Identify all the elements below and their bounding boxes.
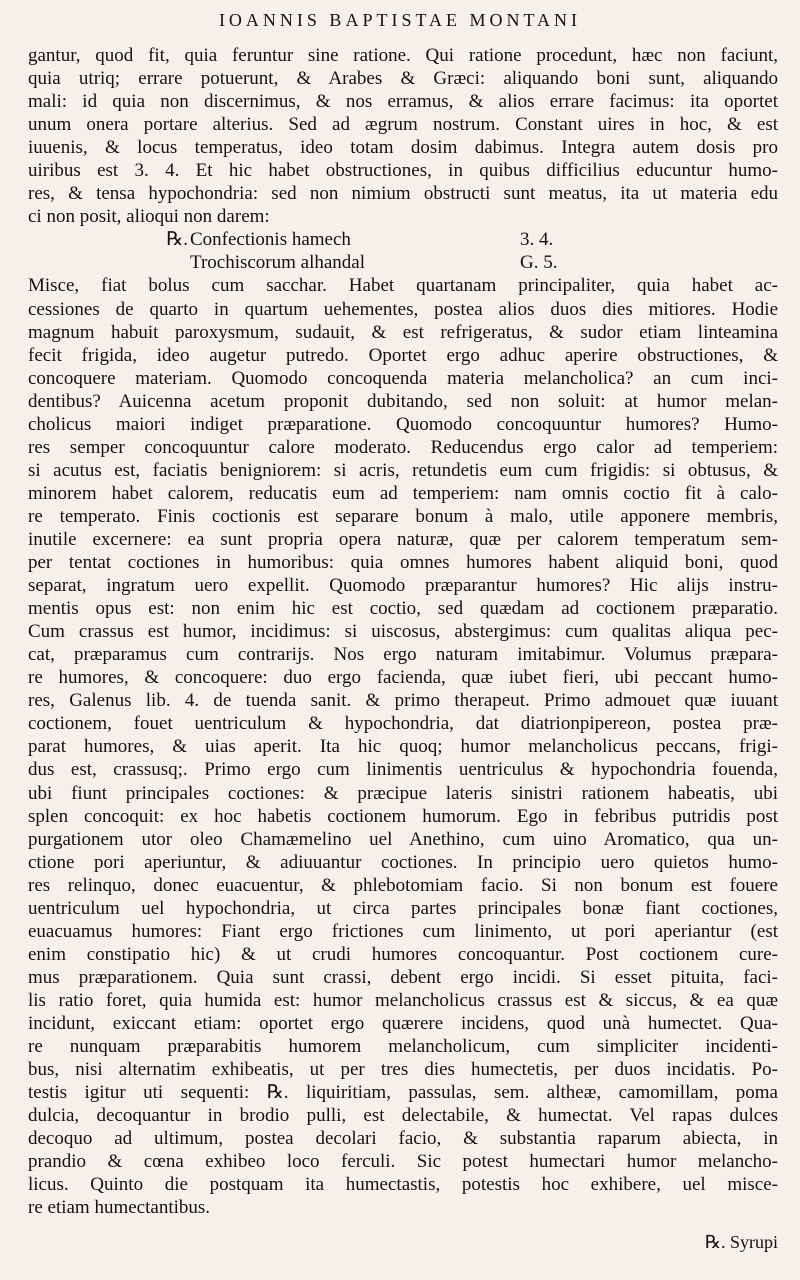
text-line: Cum crassus est humor, incidimus: si uiscosus, abstergimus: cum qualitas aliqua pec- [28,621,778,643]
text-line: mali: id quia non discernimus, & nos erramus, & alios errare facimus: ita oportet [28,91,778,113]
text-line: uentriculum uel hypochondria, ut circa partes principales bonæ fiant coctiones, [28,897,778,919]
text-line: licus. Quinto die postquam ita humectastis, potestis hoc exhibere, uel misce- [28,1174,778,1196]
text-line: res semper concoquuntur calore moderato. Reducendus ergo calor ad temperiem: [28,436,778,458]
recipe-block [28,228,778,274]
text-line: re etiam humectantibus. [28,1197,211,1219]
text-line: ctione pori aperiuntur, & adiuuantur coctiones. In principio uero quietos humo- [28,851,778,873]
text-line: dulcia, decoquantur in brodio pulli, est delectabile, & humectat. Vel rapas dulces [28,1105,778,1127]
recipe-dose: 3. 4. [520,229,554,251]
text-line: mus præparationem. Quia sunt crassi, debent ergo incidi. Si esset pituita, faci- [28,966,778,988]
text-line: ci non posit, alioqui non darem: [28,206,270,228]
text-line: coctionem, fouet uentriculum & hypochondria, dat diatrionpipereon, postea præ- [28,713,778,735]
text-line: concoquere materiam. Quomodo concoquenda materia melancholica? an cum inci- [28,367,778,389]
recipe-ingredient: Confectionis hamech [190,229,351,251]
text-line: cessiones de quarto in quartum uehementes, postea alios duos dies mitiores. Hodie [28,298,778,320]
text-line: cholicus maiori indiget præparatione. Quomodo concoquuntur humores? Humo- [28,413,778,435]
text-line: splen concoquit: ex hoc habetis coctionem humorum. Ego in febribus putridis post [28,805,778,827]
recipe-symbol [28,251,190,274]
paragraph-main [28,274,778,1219]
recipe-dose: G. 5. [520,252,558,274]
text-line: inutile excernere: ea sunt propria opera naturæ, quæ per calorem temperatum sem- [28,528,778,550]
text-line: gantur, quod fit, quia feruntur sine ratione. Qui ratione procedunt, hæc non faciunt, [28,45,778,66]
text-line: dus est, crassusq;. Primo ergo cum linimentis uentriculus & hypochondria fouenda, [28,759,778,781]
text-line: ubi fiunt principales coctiones: & præcipue lateris sinistri rationem habeatis, ubi [28,782,778,804]
recipe-ingredient: Trochiscorum alhandal [190,252,366,274]
text-line: res, Galenus lib. 4. de tuenda sanit. & primo therapeut. Primo admouet quæ iuuant [28,690,778,712]
text-line: bus, nisi alternatim exhibeatis, ut per tres dies humectetis, per duos incidatis. Po- [28,1059,778,1081]
text-line: iuuenis, & locus temperatus, ideo totam dosim dabimus. Integra autem dosis pro [28,137,778,159]
text-line: decoquo ad ultimum, postea decolari facio, & substantia raparum abiecta, in [28,1128,778,1150]
text-line: parat humores, & uias aperit. Ita hic quoq; humor melancholicus peccans, frigi- [28,736,778,758]
text-line: minorem habet calorem, reducatis eum ad temperiem: nam omnis coctio fit à calo- [28,482,778,504]
text-line: cat, præparamus cum contrarijs. Nos ergo naturam imitabimur. Volumus præpara- [28,644,778,666]
body-text [28,44,778,1219]
text-line: quia utriq; errare potuerunt, & Arabes & Græci: aliquando boni sunt, aliquando [28,68,778,90]
text-line: magnum habuit paroxysmum, sudauit, & est refrigeratus, & sudor etiam linteamina [28,321,778,343]
text-line: separat, ingratum uero expellit. Quomodo præparantur humores? Hic alijs instru- [28,575,778,597]
text-line: res relinquo, donec euacuentur, & phlebotomiam facio. Si non bonum est fouere [28,874,778,896]
text-line: Misce, fiat bolus cum sacchar. Habet quartanam principaliter, quia habet ac- [28,275,778,297]
text-line: incidunt, exiccant etiam: oportet ergo quærere incidens, quod unà humectet. Qua- [28,1012,778,1034]
text-line: per tentat coctiones in humoribus: quia omnes humores habent aliquid boni, quod [28,552,778,574]
recipe-symbol: ℞. [166,229,188,251]
recipe-line [28,251,778,274]
running-header: IOANNIS BAPTISTAE MONTANI [218,10,582,30]
catchword: ℞. Syrupi [704,1232,778,1252]
text-line: testis igitur uti sequenti: ℞. liquiritiam, passulas, sem. altheæ, camomillam, poma [28,1082,778,1104]
recipe-line [28,228,778,251]
text-line: enim constipatio hic) & ut crudi humores concoquantur. Post coctionem cure- [28,943,778,965]
text-line: lis ratio foret, quia humida est: humor melancholicus crassus est & siccus, & ea quæ [28,989,778,1011]
text-line: purgationem utor oleo Chamæmelino uel Anethino, cum uino Aromatico, qua un- [28,828,778,850]
text-line: re humores, & concoquere: duo ergo facienda, quæ iubet fieri, ubi peccant humo- [28,667,778,689]
text-line: uiribus est 3. 4. Et hic habet obstructiones, in quibus difficilius educuntur humo- [28,160,778,182]
text-line: euacuamus humores: Fiant ergo frictiones cum linimento, ut pori aperiantur (est [28,920,778,942]
text-line: si acutus est, faciatis benigniorem: si acris, retundetis eum cum frigidis: si obtusus, & [28,459,778,481]
text-line: re nunquam præparabitis humorem melancholicum, cum simpliciter incidenti- [28,1036,778,1058]
text-line: prandio & cœna exhibeo loco ferculi. Sic potest humectari humor melancho- [28,1151,778,1173]
text-line: mentis opus est: non enim hic est coctio, sed quædam ad coctionem præparatio. [28,598,778,620]
paragraph-intro [28,44,778,228]
text-line: fecit frigida, ideo augetur putredo. Oportet ergo adhuc aperire obstructiones, & [28,344,778,366]
text-line: dentibus? Auicenna acetum proponit dubitando, sed non soluit: at humor melan- [28,390,778,412]
text-line: re temperato. Finis coctionis est separare bonum à malo, utile apponere membris, [28,505,778,527]
text-line: res, & tensa hypochondria: sed non nimium obstructi sunt meatus, ita ut materia edu [28,183,778,205]
text-line: unum onera portare alterius. Sed ad ægrum nostrum. Constant uires in hoc, & est [28,114,778,136]
